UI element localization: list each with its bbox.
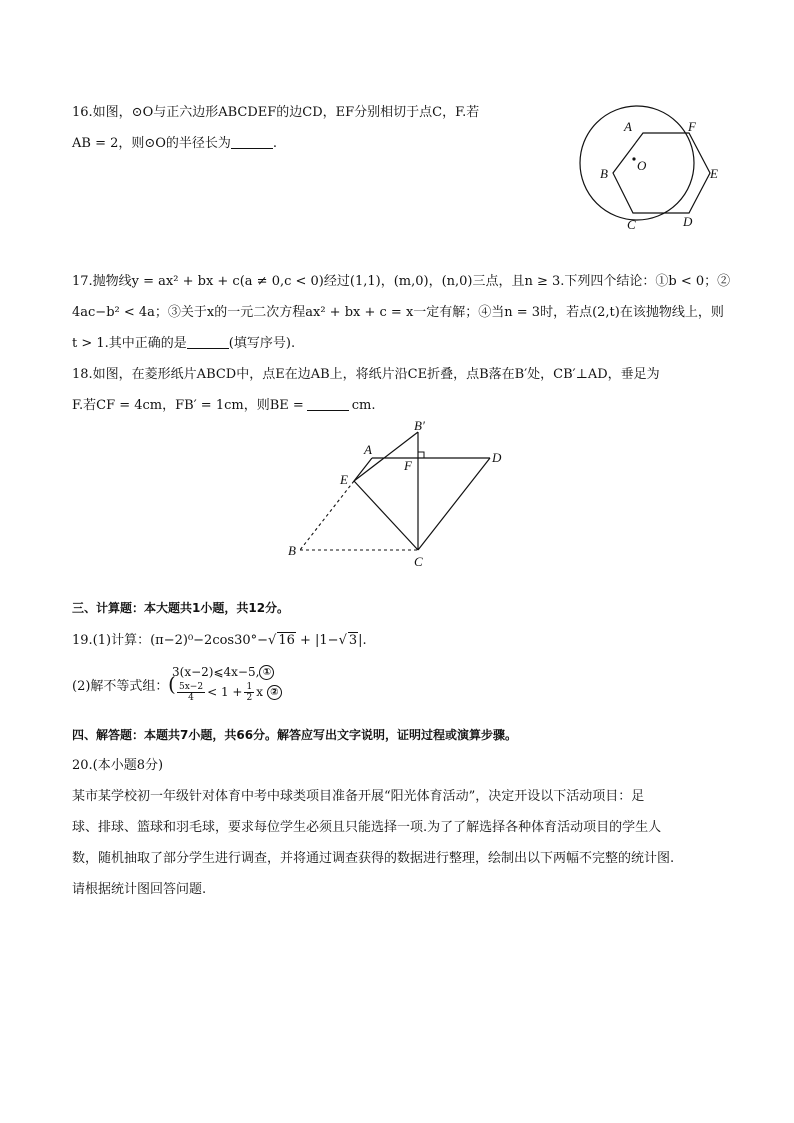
- fig18-label-b-prime: B′: [414, 418, 425, 433]
- fraction-denominator: 2: [246, 693, 253, 703]
- right-angle-mark: [418, 452, 424, 458]
- fraction-one-half: [244, 682, 254, 703]
- fraction-numerator: 1: [246, 682, 253, 692]
- q19-part-1-mid: + |1−: [295, 633, 339, 648]
- edge-dc: [418, 458, 490, 550]
- circled-2-mark: ②: [267, 685, 282, 700]
- inequality-system-brace: (: [168, 672, 176, 696]
- fraction-5x-minus-2-over-4: [177, 682, 205, 703]
- q19-part-1-prefix: 19.(1)计算：(π−2)⁰−2cos30°−: [72, 633, 269, 648]
- fig18-label-c: C: [414, 554, 423, 569]
- q18-rhombus-fold-figure: [280, 412, 520, 572]
- q17-line-3-prefix: t > 1.其中正确的是: [72, 336, 187, 351]
- q18-answer-blank: [307, 398, 349, 411]
- fold-line-ec: [354, 481, 418, 550]
- q16-circle-hexagon-figure: [570, 96, 730, 236]
- q17-line-1: 17.抛物线y = ax² + bx + c(a ≠ 0,c < 0)经过(1,1)，(m,0)，(n,0)三点，且n ≥ 3.下列四个结论：①b < 0；②: [72, 274, 731, 289]
- q17-line-3: [72, 336, 295, 352]
- q19-part-1: [72, 632, 367, 649]
- q19-part-1-suffix: |.: [358, 633, 367, 648]
- q20-title: 20.(本小题8分): [72, 758, 164, 773]
- q17-line-3-suffix: (填写序号).: [228, 336, 296, 351]
- q16-line-2-suffix: .: [272, 136, 278, 151]
- sqrt-symbol: √: [268, 633, 277, 648]
- fig16-label-f: F: [688, 119, 696, 134]
- q20-line-4: 请根据统计图回答问题.: [72, 882, 207, 897]
- fig16-label-c: C: [627, 217, 636, 232]
- q16-answer-blank: [231, 136, 273, 149]
- section-3-heading: 三、计算题：本大题共1小题，共12分。: [72, 601, 290, 615]
- q19-inequality-1: [172, 664, 274, 680]
- q19-sqrt-16: 16: [278, 633, 295, 648]
- q17-line-2: 4ac−b² < 4a；③关于x的一元二次方程ax² + bx + c = x一定有解；④当n = 3时，若点(2,t)在该抛物线上，则: [72, 305, 724, 320]
- center-point-o: [632, 157, 635, 160]
- fig18-label-b: B: [288, 543, 296, 558]
- q20-line-1: 某市某学校初一年级针对体育中考中球类项目准备开展“阳光体育活动”，决定开设以下活动项目：足: [72, 789, 645, 804]
- q19-sqrt-3: 3: [348, 633, 358, 648]
- q17-answer-blank: [187, 336, 229, 349]
- q19-part-2-label: (2)解不等式组：: [72, 679, 169, 694]
- fig16-label-a: A: [624, 119, 632, 134]
- section-4-heading: 四、解答题：本题共7小题，共66分。解答应写出文字说明，证明过程或演算步骤。: [72, 728, 518, 742]
- fig16-label-o: O: [637, 158, 647, 173]
- fig18-label-f: F: [404, 458, 412, 473]
- q18-line-1: 18.如图，在菱形纸片ABCD中，点E在边AB上，将纸片沿CE折叠，点B落在B′处，CB′⊥AD，垂足为: [72, 367, 660, 382]
- fraction-numerator: 5x−2: [179, 682, 204, 692]
- fig18-label-d: D: [492, 450, 502, 465]
- fraction-denominator: 4: [188, 693, 194, 703]
- edge-eb-dashed: [300, 481, 354, 550]
- q18-line-2-suffix: cm.: [351, 398, 376, 413]
- fig16-label-b: B: [600, 166, 608, 181]
- q19-inequality-2-end: x: [256, 685, 263, 699]
- q20-line-2: 球、排球、篮球和羽毛球，要求每位学生必须且只能选择一项.为了了解选择各种体育活动项目的学生人: [72, 820, 662, 835]
- q20-line-3: 数，随机抽取了部分学生进行调查，并将通过调查获得的数据进行整理，绘制出以下两幅不完整的统计图.: [72, 851, 675, 866]
- q16-line-1: 16.如图，⊙O与正六边形ABCDEF的边CD，EF分别相切于点C，F.若: [72, 105, 480, 120]
- hexagon-abcdef: [613, 133, 710, 213]
- q16-line-2: [72, 136, 277, 152]
- q16-line-2-prefix: AB = 2，则⊙O的半径长为: [72, 136, 231, 151]
- fig18-label-a: A: [364, 442, 372, 457]
- fig18-label-e: E: [340, 472, 348, 487]
- q18-line-2-prefix: F.若CF = 4cm，FB′ = 1cm，则BE =: [72, 398, 304, 413]
- q19-inequality-1-text: 3(x−2)⩽4x−5,: [172, 665, 260, 679]
- fig16-label-d: D: [683, 214, 693, 229]
- circled-1-mark: ①: [259, 665, 274, 680]
- sqrt-symbol: √: [338, 633, 347, 648]
- q19-inequality-2: [175, 682, 282, 703]
- q19-inequality-2-mid: < 1 +: [207, 685, 243, 699]
- fig16-label-e: E: [710, 166, 718, 181]
